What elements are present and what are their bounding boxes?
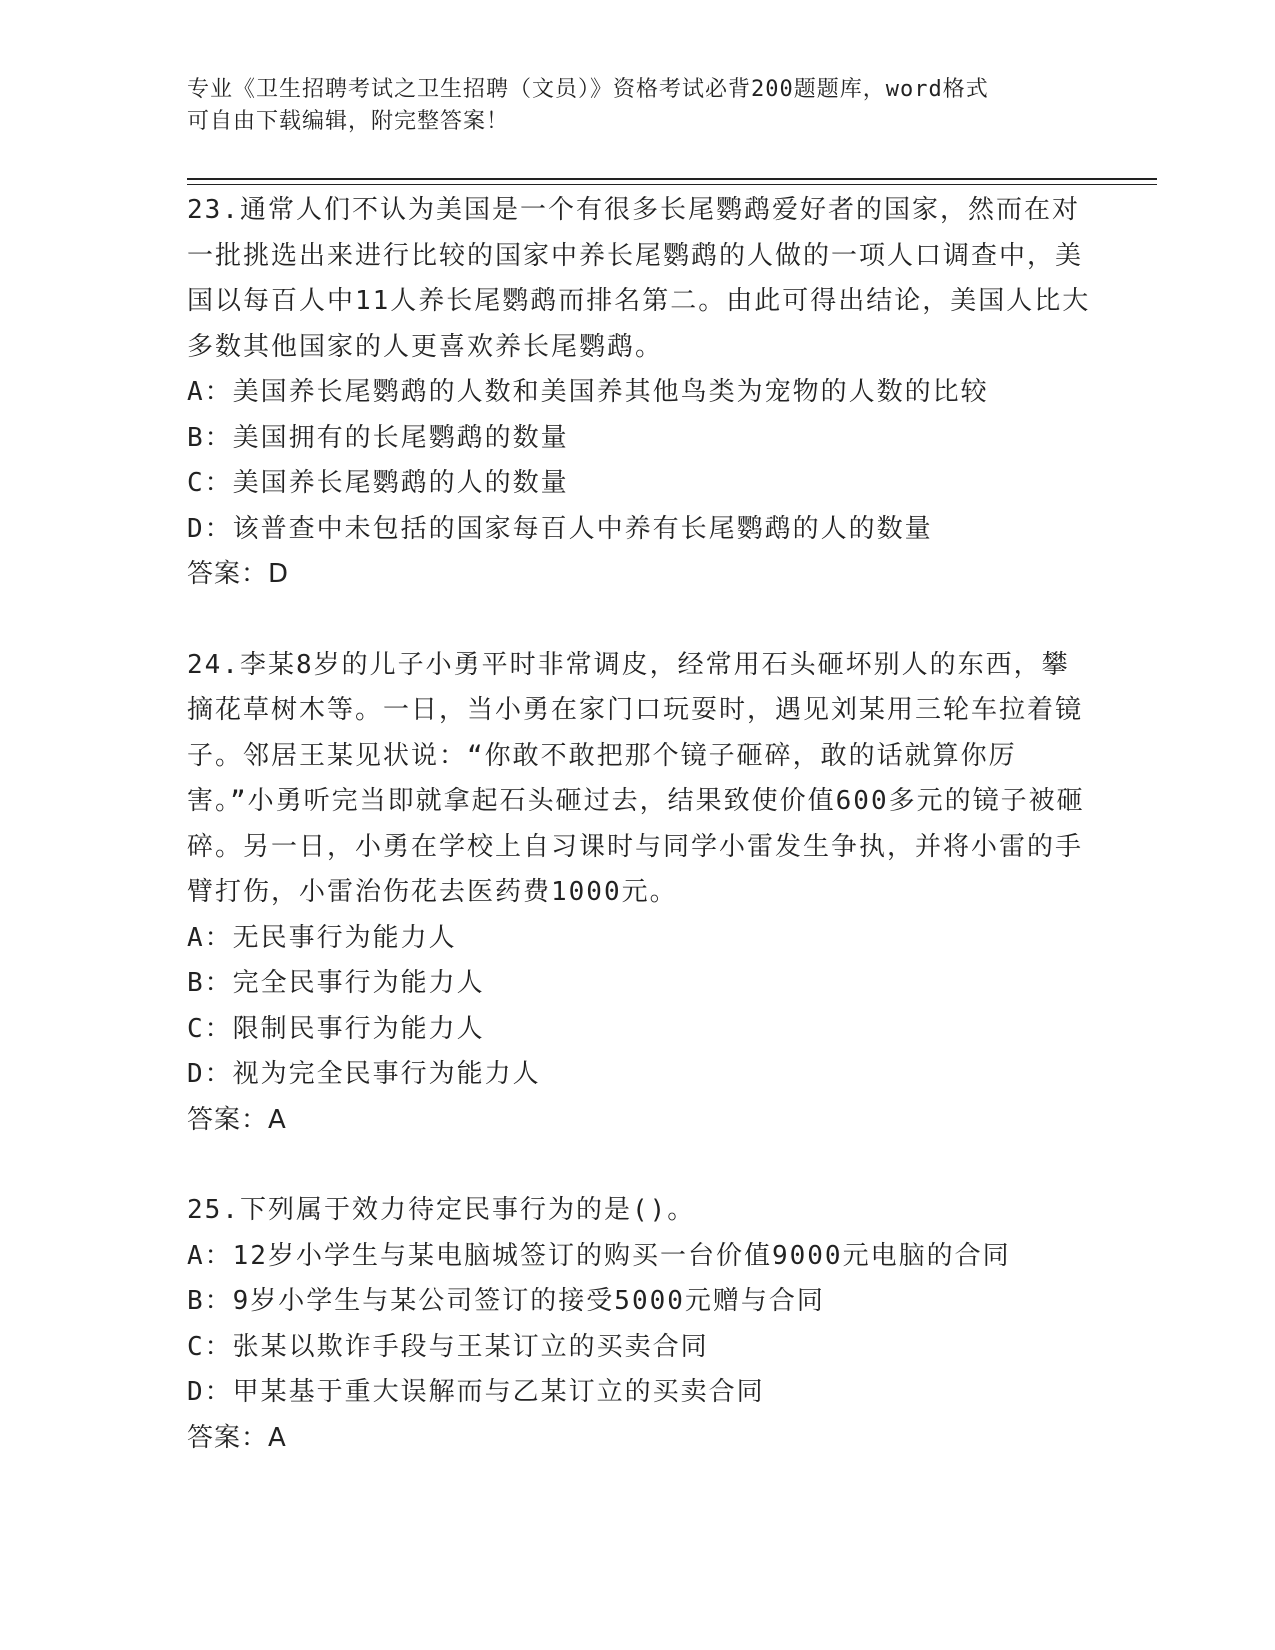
document-header xyxy=(187,74,1087,138)
question-24 xyxy=(187,643,1097,1144)
answer-line: 答案：A xyxy=(187,1104,287,1135)
question-23 xyxy=(187,188,1097,598)
option-b: B：9岁小学生与某公司签订的接受5000元赠与合同 xyxy=(187,1286,825,1316)
option-a: A：无民事行为能力人 xyxy=(187,922,457,953)
question-stem: 25.下列属于效力待定民事行为的是()。 xyxy=(187,1195,696,1225)
option-a: A：美国养长尾鹦鹉的人数和美国养其他鸟类为宠物的人数的比较 xyxy=(187,377,989,407)
option-b: B：完全民事行为能力人 xyxy=(187,968,485,998)
option-d: D：该普查中未包括的国家每百人中养有长尾鹦鹉的人的数量 xyxy=(187,513,933,544)
header-line-2: 可自由下载编辑，附完整答案！ xyxy=(187,109,510,134)
question-25 xyxy=(187,1188,1097,1461)
option-a: A：12岁小学生与某电脑城签订的购买一台价值9000元电脑的合同 xyxy=(187,1240,1011,1271)
option-b: B：美国拥有的长尾鹦鹉的数量 xyxy=(187,422,569,453)
option-c: C：美国养长尾鹦鹉的人的数量 xyxy=(187,468,569,498)
option-d: D：甲某基于重大误解而与乙某订立的买卖合同 xyxy=(187,1377,765,1407)
question-stem: 24.李某8岁的儿子小勇平时非常调皮，经常用石头砸坏别人的东西，攀摘花草树木等。一日，当小勇在家门口玩耍时，遇见刘某用三轮车拉着镜子。邻居王某见状说：“你敢不敢把那个镜子砸碎，敢的话就算你厉害。”小勇听完当即就拿起石头砸过去，结果致使价值600多元的镜子被砸碎。另一日，小勇在学校上自习课时与同学小雷发生争执，并将小雷的手臂打伤，小雷治伤花去医药费1000元。 xyxy=(187,649,1085,907)
answer-line: 答案：A xyxy=(187,1422,287,1453)
option-c: C：张某以欺诈手段与王某订立的买卖合同 xyxy=(187,1331,709,1362)
question-spacer xyxy=(187,598,1097,643)
option-d: D：视为完全民事行为能力人 xyxy=(187,1059,541,1089)
header-line-1: 专业《卫生招聘考试之卫生招聘（文员）》资格考试必背200题题库，word格式 xyxy=(187,77,989,102)
option-c: C：限制民事行为能力人 xyxy=(187,1013,485,1044)
header-divider-thin xyxy=(187,184,1157,185)
question-list xyxy=(187,188,1097,1461)
answer-line: 答案：D xyxy=(187,559,290,589)
question-spacer xyxy=(187,1143,1097,1188)
question-stem: 23.通常人们不认为美国是一个有很多长尾鹦鹉爱好者的国家，然而在对一批挑选出来进行比较的国家中养长尾鹦鹉的人做的一项人口调查中，美国以每百人中11人养长尾鹦鹉而排名第二。由此可得出结论，美国人比大多数其他国家的人更喜欢养长尾鹦鹉。 xyxy=(187,195,1091,362)
header-divider-thick xyxy=(187,178,1157,180)
